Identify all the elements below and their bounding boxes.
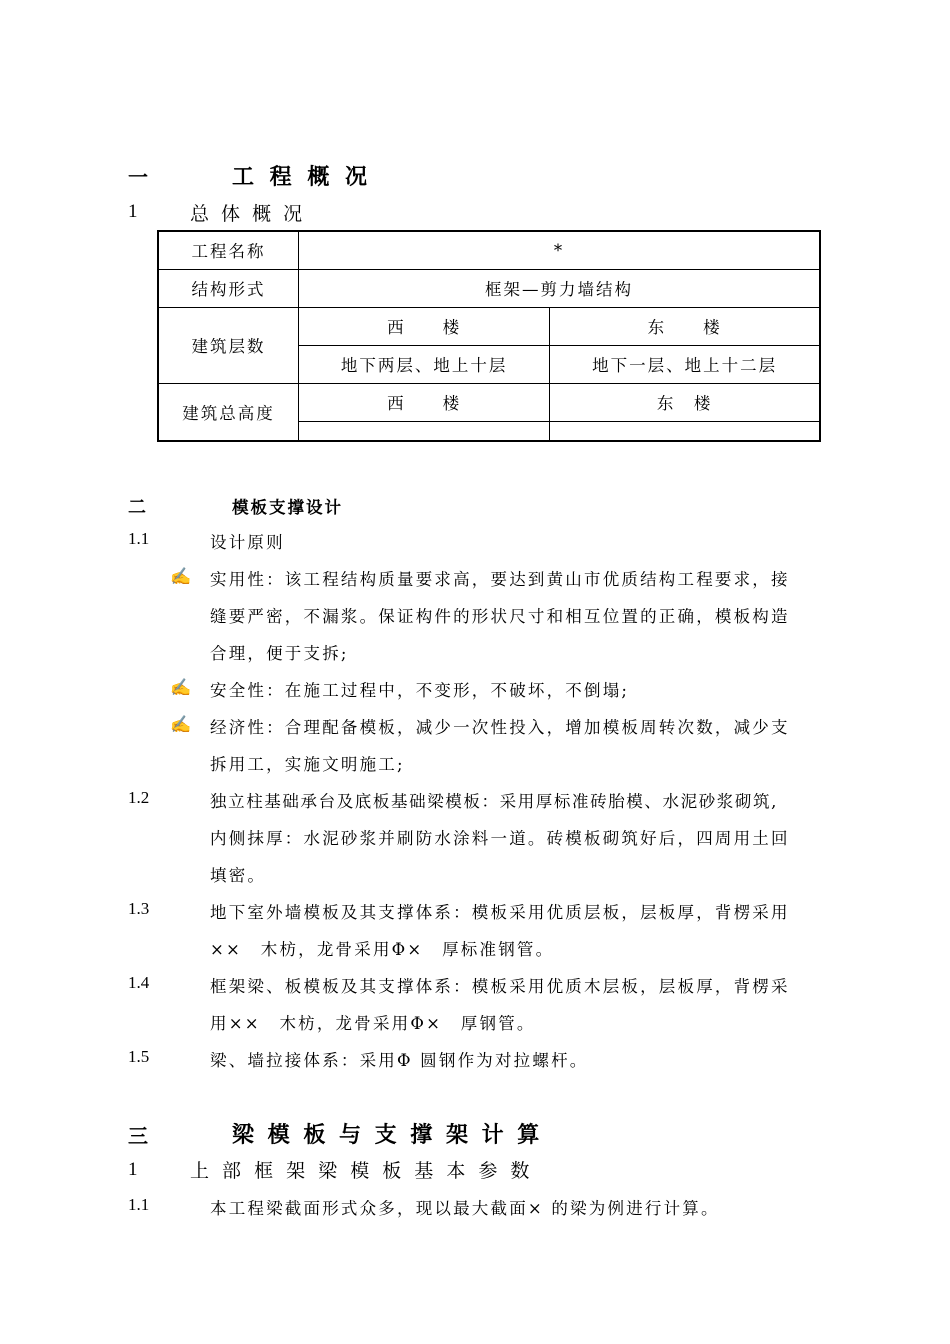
section-title: 工 程 概 况 xyxy=(232,164,371,190)
item-text: 本工程梁截面形式众多，现以最大截面× 的梁为例进行计算。 xyxy=(210,1199,720,1218)
section-title: 模板支撑设计 xyxy=(232,498,343,517)
bullet-text: 实用性：该工程结构质量要求高，要达到黄山市优质结构工程要求，接 xyxy=(210,570,790,589)
item-text: 用×× 木枋，龙骨采用Φ× 厚钢管。 xyxy=(210,1014,536,1033)
project-name-value: * xyxy=(299,231,820,269)
item-text: 梁、墙拉接体系：采用Φ 圆钢作为对拉螺杆。 xyxy=(210,1051,589,1070)
item-number: 1.1 xyxy=(128,529,150,548)
east-height-value xyxy=(550,421,820,441)
east-building-header: 东 楼 xyxy=(550,307,820,345)
bullet-text: 拆用工，实施文明施工; xyxy=(210,755,405,774)
item-text: 框架梁、板模板及其支撑体系：模板采用优质木层板，层板厚，背楞采 xyxy=(210,977,790,996)
subsection-title: 上 部 框 架 梁 模 板 基 本 参 数 xyxy=(190,1160,533,1182)
bullet-text: 安全性：在施工过程中，不变形，不破坏，不倒塌; xyxy=(210,681,630,700)
subsection-title: 总 体 概 况 xyxy=(190,203,306,225)
section-number: 一 xyxy=(128,165,148,189)
item-text: 独立柱基础承台及底板基础梁模板：采用厚标准砖胎模、水泥砂浆砌筑, xyxy=(210,792,778,811)
item-number: 1.3 xyxy=(128,899,150,918)
subsection-number: 1 xyxy=(128,1159,138,1180)
structure-value: 框架—剪力墙结构 xyxy=(299,269,820,307)
item-text: ×× 木枋，龙骨采用Φ× 厚标准钢管。 xyxy=(210,940,555,959)
west-height-header: 西 楼 xyxy=(299,383,550,421)
floors-label: 建筑层数 xyxy=(158,307,299,383)
bullet-text: 经济性：合理配备模板，减少一次性投入，增加模板周转次数，减少支 xyxy=(210,718,790,737)
project-overview-table xyxy=(157,230,821,442)
east-floors-value: 地下一层、地上十二层 xyxy=(550,345,820,383)
section-number: 三 xyxy=(128,1124,148,1148)
section-number: 二 xyxy=(128,497,146,518)
item-text: 地下室外墙模板及其支撑体系：模板采用优质层板，层板厚，背楞采用 xyxy=(210,903,790,922)
section-title: 梁 模 板 与 支 撑 架 计 算 xyxy=(232,1122,543,1148)
bullet-text: 缝要严密，不漏浆。保证构件的形状尺寸和相互位置的正确，模板构造 xyxy=(210,607,790,626)
item-text: 设计原则 xyxy=(210,533,285,552)
east-height-header: 东 楼 xyxy=(550,383,820,421)
height-label: 建筑总高度 xyxy=(158,383,299,441)
structure-label: 结构形式 xyxy=(158,269,299,307)
item-number: 1.2 xyxy=(128,788,150,807)
west-height-value xyxy=(299,421,550,441)
west-building-header: 西 楼 xyxy=(299,307,550,345)
item-number: 1.5 xyxy=(128,1047,150,1066)
pen-writing-icon: ✍ xyxy=(170,715,192,735)
item-text: 填密。 xyxy=(210,866,267,885)
item-number: 1.4 xyxy=(128,973,150,992)
pen-writing-icon: ✍ xyxy=(170,678,192,698)
pen-writing-icon: ✍ xyxy=(170,567,192,587)
item-number: 1.1 xyxy=(128,1195,150,1214)
project-name-label: 工程名称 xyxy=(158,231,299,269)
item-text: 内侧抹厚：水泥砂浆并刷防水涂料一道。砖模板砌筑好后，四周用土回 xyxy=(210,829,790,848)
bullet-text: 合理，便于支拆; xyxy=(210,644,349,663)
subsection-number: 1 xyxy=(128,201,138,222)
west-floors-value: 地下两层、地上十层 xyxy=(299,345,550,383)
